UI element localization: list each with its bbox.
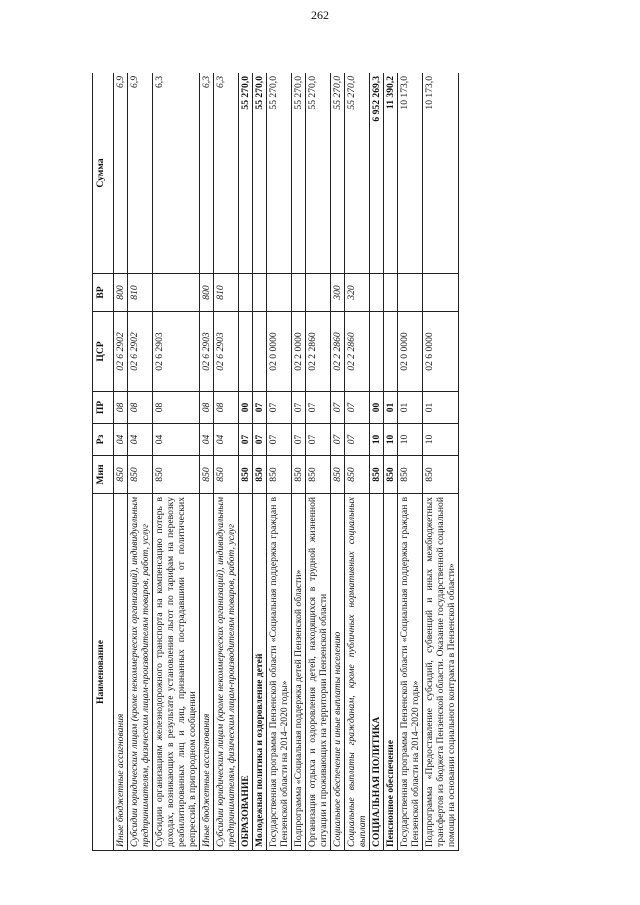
cell-name: Пенсионное обеспечение xyxy=(384,494,398,851)
cell-min: 850 xyxy=(239,456,253,494)
cell-vr: 800 xyxy=(114,274,128,312)
cell-vr xyxy=(253,274,267,312)
cell-sum: 6,3 xyxy=(200,73,214,274)
cell-vr xyxy=(239,274,253,312)
cell-rz: 07 xyxy=(267,424,292,456)
cell-csr xyxy=(253,312,267,392)
cell-rz: 10 xyxy=(384,424,398,456)
cell-min: 850 xyxy=(423,456,459,494)
table-row xyxy=(200,73,214,851)
cell-name: Подпрограмма «Предоставление субсидий, субвенций и иных межбюджетных трансфертов из бюджета Пензенской области. Оказание государственной социальной помощи на основании социального контракта в Пензенской области» xyxy=(423,494,459,851)
cell-rz: 10 xyxy=(423,424,459,456)
header-csr: ЦСР xyxy=(93,312,114,392)
cell-pr: 07 xyxy=(306,392,331,424)
header-pr: ПР xyxy=(93,392,114,424)
cell-csr: 02 0 0000 xyxy=(398,312,423,392)
cell-rz: 10 xyxy=(398,424,423,456)
cell-csr: 02 6 0000 xyxy=(423,312,459,392)
cell-vr xyxy=(370,274,384,312)
header-sum: Сумма xyxy=(93,73,114,274)
cell-rz: 07 xyxy=(306,424,331,456)
cell-csr: 02 6 2903 xyxy=(153,312,200,392)
cell-sum: 6,9 xyxy=(128,73,153,274)
cell-rz: 07 xyxy=(253,424,267,456)
cell-csr: 02 2 2860 xyxy=(331,312,345,392)
cell-sum: 55 270,0 xyxy=(267,73,292,274)
cell-vr xyxy=(306,274,331,312)
cell-min: 850 xyxy=(214,456,239,494)
table-row xyxy=(214,73,239,851)
cell-min: 850 xyxy=(128,456,153,494)
cell-name: СОЦИАЛЬНАЯ ПОЛИТИКА xyxy=(370,494,384,851)
cell-rz: 04 xyxy=(114,424,128,456)
cell-sum: 10 173,0 xyxy=(423,73,459,274)
table-row xyxy=(128,73,153,851)
cell-name: Субсидии юридическим лицам (кроме некоммерческих организаций), индивидуальным предпринимателям, физическим лицам-производителям товаров, работ, услуг xyxy=(214,494,239,851)
cell-pr: 07 xyxy=(253,392,267,424)
cell-min: 850 xyxy=(384,456,398,494)
cell-name: Иные бюджетные ассигнования xyxy=(200,494,214,851)
cell-vr xyxy=(292,274,306,312)
cell-min: 850 xyxy=(267,456,292,494)
cell-csr: 02 0 0000 xyxy=(267,312,292,392)
page-number: 262 xyxy=(311,8,329,22)
cell-pr: 08 xyxy=(214,392,239,424)
cell-vr: 320 xyxy=(345,274,370,312)
cell-name: Иные бюджетные ассигнования xyxy=(114,494,128,851)
cell-pr: 01 xyxy=(398,392,423,424)
cell-sum: 55 270,0 xyxy=(239,73,253,274)
cell-vr xyxy=(153,274,200,312)
table-header-row xyxy=(93,73,114,851)
cell-name: Субсидии организациям железнодорожного транспорта на компенсацию потерь в доходах, возникающих в результате установления льгот по тарифам на перевозку реабилитированных лиц и лиц, признанных пострадавшими от политических репрессий, в пригородном сообщении xyxy=(153,494,200,851)
cell-rz: 10 xyxy=(370,424,384,456)
cell-min: 850 xyxy=(292,456,306,494)
cell-pr: 08 xyxy=(128,392,153,424)
cell-sum: 55 270,0 xyxy=(331,73,345,274)
cell-pr: 07 xyxy=(292,392,306,424)
cell-vr xyxy=(384,274,398,312)
cell-name: Молодежная политика и оздоровление детей xyxy=(253,494,267,851)
cell-min: 850 xyxy=(306,456,331,494)
header-min: Мин xyxy=(93,456,114,494)
cell-pr: 07 xyxy=(345,392,370,424)
cell-min: 850 xyxy=(331,456,345,494)
cell-name: Подпрограмма «Социальная поддержка детей Пензенской области» xyxy=(292,494,306,851)
cell-csr: 02 6 2902 xyxy=(114,312,128,392)
table-row xyxy=(253,73,267,851)
cell-min: 850 xyxy=(153,456,200,494)
cell-pr: 00 xyxy=(370,392,384,424)
cell-name: Государственная программа Пензенской области «Социальная поддержка граждан в Пензенской области на 2014–2020 годы» xyxy=(267,494,292,851)
cell-pr: 07 xyxy=(267,392,292,424)
table-row xyxy=(331,73,345,851)
table-row xyxy=(114,73,128,851)
cell-rz: 04 xyxy=(200,424,214,456)
cell-min: 850 xyxy=(253,456,267,494)
cell-sum: 6 952 269,3 xyxy=(370,73,384,274)
table-row xyxy=(267,73,292,851)
table-row xyxy=(292,73,306,851)
cell-vr xyxy=(423,274,459,312)
cell-pr: 08 xyxy=(200,392,214,424)
cell-vr: 800 xyxy=(200,274,214,312)
cell-rz: 04 xyxy=(214,424,239,456)
cell-sum: 55 270,0 xyxy=(253,73,267,274)
table-row xyxy=(306,73,331,851)
cell-rz: 07 xyxy=(292,424,306,456)
cell-csr: 02 2 2860 xyxy=(345,312,370,392)
header-rz: Рз xyxy=(93,424,114,456)
cell-vr: 810 xyxy=(128,274,153,312)
cell-rz: 07 xyxy=(331,424,345,456)
cell-sum: 55 270,0 xyxy=(345,73,370,274)
cell-csr xyxy=(384,312,398,392)
cell-sum: 6,3 xyxy=(153,73,200,274)
cell-vr: 810 xyxy=(214,274,239,312)
cell-rz: 07 xyxy=(345,424,370,456)
cell-sum: 6,3 xyxy=(214,73,239,274)
rotated-table-wrapper xyxy=(92,73,538,851)
cell-sum: 55 270,0 xyxy=(306,73,331,274)
cell-rz: 07 xyxy=(239,424,253,456)
table-row xyxy=(239,73,253,851)
table-row xyxy=(384,73,398,851)
cell-vr xyxy=(267,274,292,312)
cell-name: ОБРАЗОВАНИЕ xyxy=(239,494,253,851)
cell-name: Социальные выплаты гражданам, кроме публичных нормативных социальных выплат xyxy=(345,494,370,851)
table-row xyxy=(370,73,384,851)
cell-vr: 300 xyxy=(331,274,345,312)
header-name: Наименование xyxy=(93,494,114,851)
cell-name: Государственная программа Пензенской области «Социальная поддержка граждан в Пензенской области на 2014–2020 годы» xyxy=(398,494,423,851)
table-row xyxy=(398,73,423,851)
header-vr: ВР xyxy=(93,274,114,312)
table-row xyxy=(153,73,200,851)
cell-pr: 08 xyxy=(153,392,200,424)
cell-csr xyxy=(370,312,384,392)
cell-name: Субсидии юридическим лицам (кроме некоммерческих организаций), индивидуальным предпринимателям, физическим лицам-производителям товаров, работ, услуг xyxy=(128,494,153,851)
table-row xyxy=(345,73,370,851)
cell-pr: 07 xyxy=(331,392,345,424)
cell-sum: 11 390,2 xyxy=(384,73,398,274)
cell-min: 850 xyxy=(398,456,423,494)
budget-table xyxy=(92,73,459,851)
cell-pr: 08 xyxy=(114,392,128,424)
cell-csr xyxy=(239,312,253,392)
cell-csr: 02 6 2902 xyxy=(128,312,153,392)
cell-rz: 04 xyxy=(128,424,153,456)
table-container xyxy=(92,73,538,851)
cell-min: 850 xyxy=(114,456,128,494)
cell-sum: 6,9 xyxy=(114,73,128,274)
cell-csr: 02 2 0000 xyxy=(292,312,306,392)
cell-sum: 10 173,0 xyxy=(398,73,423,274)
cell-csr: 02 6 2903 xyxy=(200,312,214,392)
cell-min: 850 xyxy=(345,456,370,494)
cell-min: 850 xyxy=(370,456,384,494)
cell-rz: 04 xyxy=(153,424,200,456)
cell-vr xyxy=(398,274,423,312)
table-row xyxy=(423,73,459,851)
cell-name: Организация отдыха и оздоровления детей, находящихся в трудной жизненной ситуации и проживающих на территории Пензенской области xyxy=(306,494,331,851)
cell-sum: 55 270,0 xyxy=(292,73,306,274)
cell-pr: 01 xyxy=(423,392,459,424)
cell-name: Социальное обеспечение и иные выплаты населению xyxy=(331,494,345,851)
cell-pr: 01 xyxy=(384,392,398,424)
cell-pr: 00 xyxy=(239,392,253,424)
cell-csr: 02 6 2903 xyxy=(214,312,239,392)
cell-csr: 02 2 2860 xyxy=(306,312,331,392)
cell-min: 850 xyxy=(200,456,214,494)
